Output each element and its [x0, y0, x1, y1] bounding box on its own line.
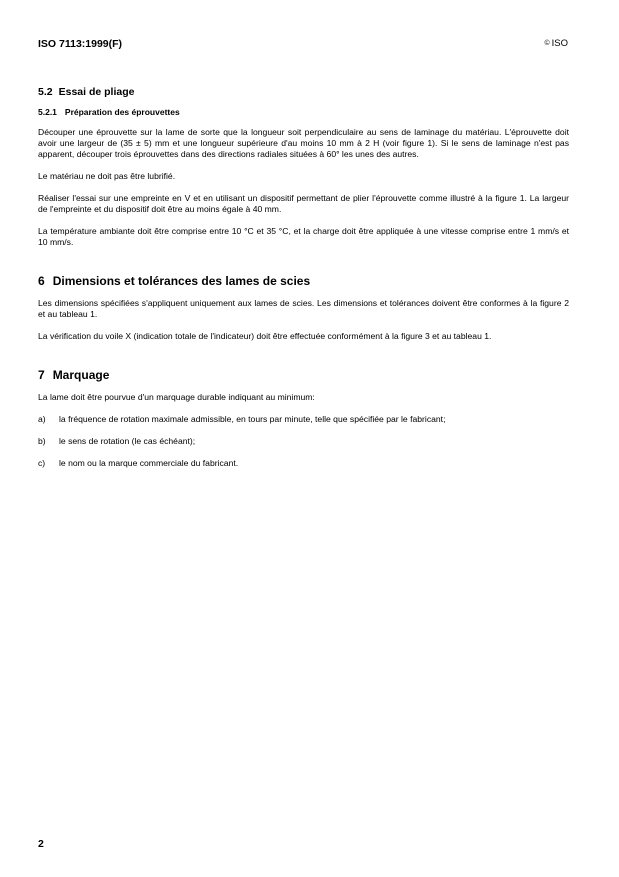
page-body: [38, 86, 569, 480]
section-7-heading: 7 Marquage: [38, 368, 110, 382]
paragraph: La température ambiante doit être comprise entre 10 °C et 35 °C, et la charge doit être appliquée à une vitesse comprise entre 1 mm/s et 10 mm/s.: [38, 226, 569, 247]
copyright-owner: ISO: [551, 38, 568, 49]
section-5-2-1-heading: 5.2.1 Préparation des éprouvettes: [38, 107, 180, 117]
document-id: ISO 7113:1999(F): [38, 38, 123, 50]
section-5-2-heading: 5.2 Essai de pliage: [38, 86, 135, 98]
list-item: a) la fréquence de rotation maximale admissible, en tours par minute, telle que spécifiée par le fabricant;: [38, 414, 446, 424]
paragraph: Les dimensions spécifiées s'appliquent uniquement aux lames de scies. Les dimensions et tolérances doivent être conformes à la figure 2 et au tableau 1.: [38, 298, 569, 319]
page-number: 2: [38, 838, 44, 850]
copyright-symbol: ©: [544, 40, 550, 47]
list-item: b) le sens de rotation (le cas échéant);: [38, 436, 196, 446]
paragraph: La vérification du voile X (indication totale de l'indicateur) doit être effectuée conformément à la figure 3 et au tableau 1.: [38, 331, 492, 341]
paragraph: Découper une éprouvette sur la lame de sorte que la longueur soit perpendiculaire au sens de laminage du matériau. L'éprouvette doit avoir une largeur de (35 ± 5) mm et une longueur supérieure d'au moins 10 mm à 2 H (voir figure 1). Si le sens de laminage n'est pas apparent, découper trois éprouvettes dans des directions radiales situées à 60° les unes des autres.: [38, 127, 569, 159]
copyright-notice: [544, 38, 568, 49]
paragraph: Réaliser l'essai sur une empreinte en V et en utilisant un dispositif permettant de plier l'éprouvette comme illustré à la figure 1. La largeur de l'empreinte et du dispositif doit être au moins égale à 40 mm.: [38, 193, 569, 214]
section-6-heading: 6 Dimensions et tolérances des lames de scies: [38, 274, 311, 288]
list-item: c) le nom ou la marque commerciale du fabricant.: [38, 458, 239, 468]
paragraph: La lame doit être pourvue d'un marquage durable indiquant au minimum:: [38, 392, 315, 402]
paragraph: Le matériau ne doit pas être lubrifié.: [38, 171, 176, 181]
